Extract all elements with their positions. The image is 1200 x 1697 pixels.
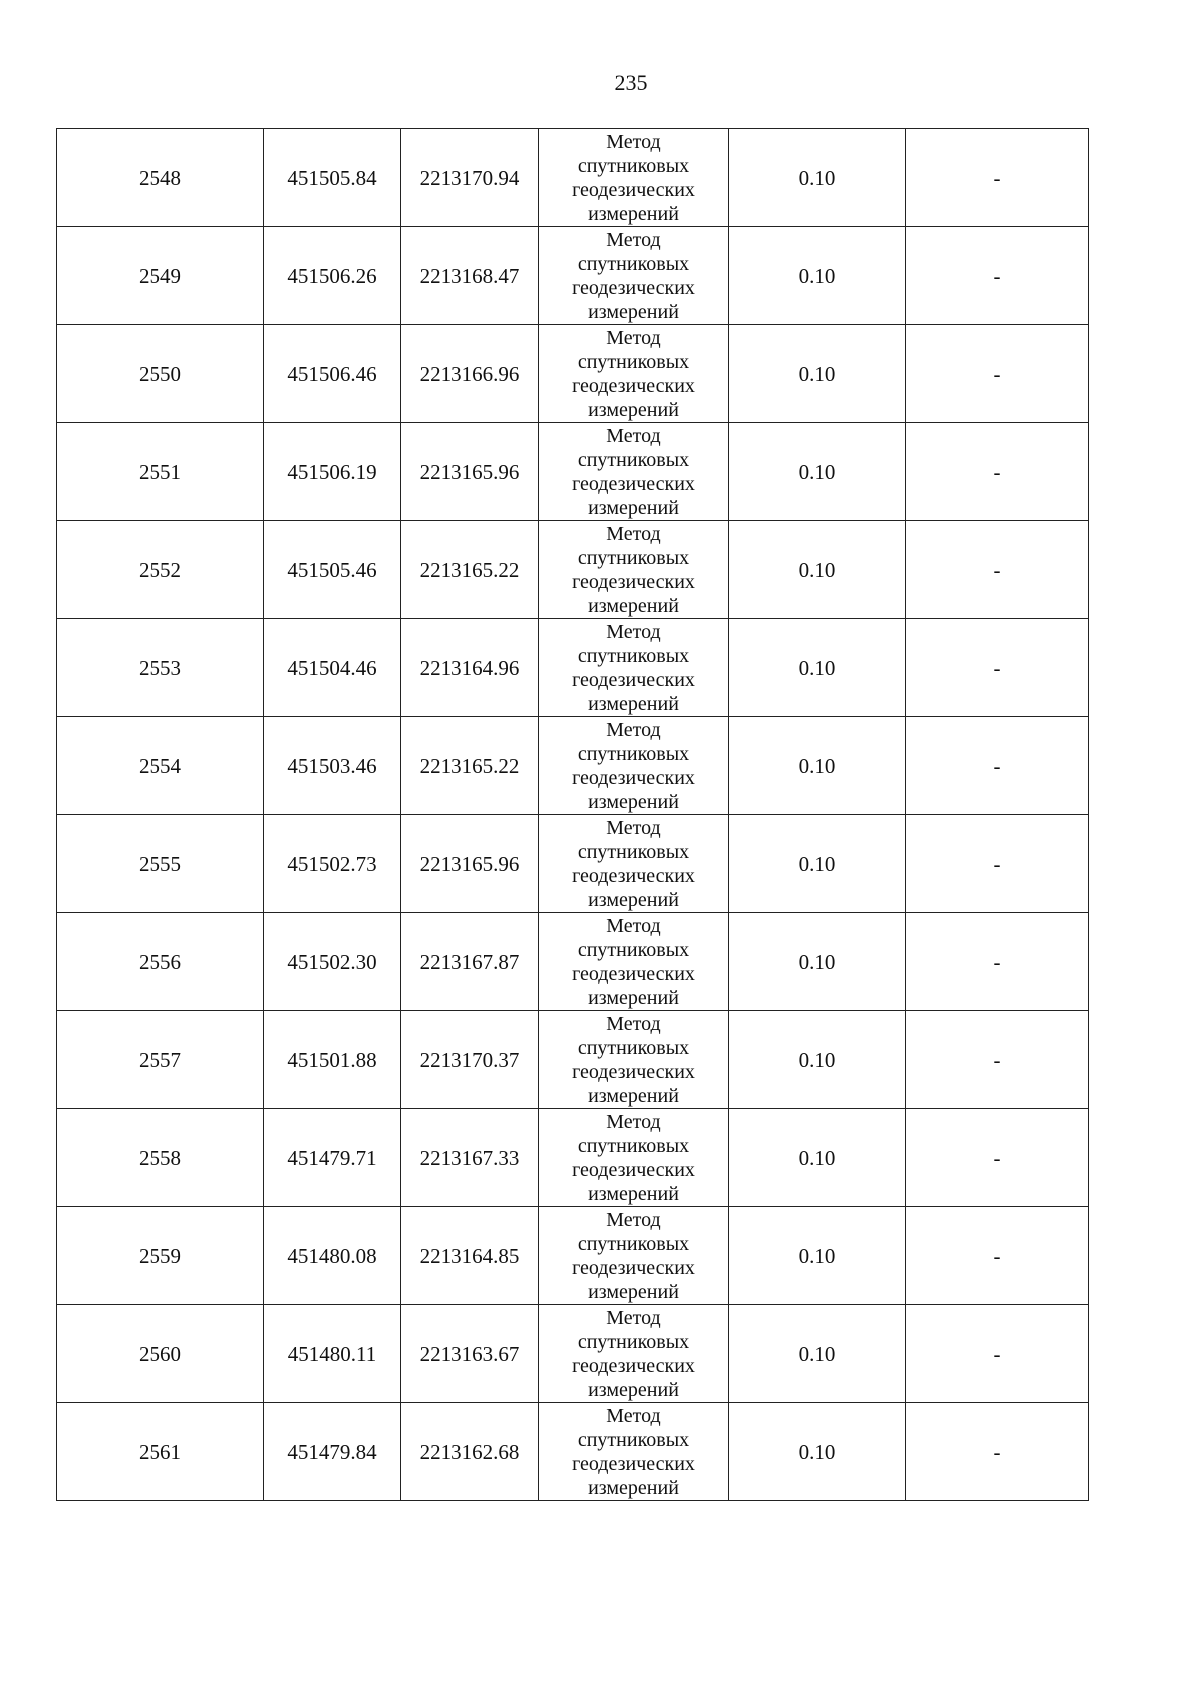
table-body (57, 129, 1089, 1501)
point-id-cell: 2548 (57, 129, 264, 227)
table-row (57, 1305, 1089, 1403)
method-line: Метод (606, 326, 661, 349)
method-cell (539, 1011, 729, 1109)
method-cell (539, 423, 729, 521)
method-line: геодезических (572, 1452, 695, 1475)
note-cell: - (906, 913, 1089, 1011)
method-cell (539, 1305, 729, 1403)
method-line: Метод (606, 1404, 661, 1427)
coordinates-table (56, 128, 1089, 1501)
x-coordinate-cell: 451506.46 (264, 325, 401, 423)
note-cell: - (906, 1011, 1089, 1109)
accuracy-cell: 0.10 (729, 1207, 906, 1305)
method-line: геодезических (572, 1354, 695, 1377)
accuracy-cell: 0.10 (729, 815, 906, 913)
note-cell: - (906, 129, 1089, 227)
method-line: спутниковых (577, 1134, 690, 1157)
accuracy-cell: 0.10 (729, 325, 906, 423)
y-coordinate-cell: 2213162.68 (401, 1403, 539, 1501)
x-coordinate-cell: 451505.46 (264, 521, 401, 619)
method-line: измерений (588, 1280, 679, 1303)
method-line: геодезических (572, 1256, 695, 1279)
note-cell: - (906, 717, 1089, 815)
point-id-cell: 2552 (57, 521, 264, 619)
table-row (57, 619, 1089, 717)
y-coordinate-cell: 2213164.85 (401, 1207, 539, 1305)
method-line: измерений (588, 790, 679, 813)
method-line: геодезических (572, 1060, 695, 1083)
method-line: спутниковых (577, 546, 690, 569)
table-row (57, 1109, 1089, 1207)
x-coordinate-cell: 451480.08 (264, 1207, 401, 1305)
note-cell: - (906, 1305, 1089, 1403)
method-line: спутниковых (577, 1036, 690, 1059)
y-coordinate-cell: 2213165.96 (401, 423, 539, 521)
y-coordinate-cell: 2213164.96 (401, 619, 539, 717)
point-id-cell: 2559 (57, 1207, 264, 1305)
method-cell (539, 521, 729, 619)
x-coordinate-cell: 451479.71 (264, 1109, 401, 1207)
accuracy-cell: 0.10 (729, 913, 906, 1011)
note-cell: - (906, 1207, 1089, 1305)
method-line: Метод (606, 914, 661, 937)
method-line: Метод (606, 424, 661, 447)
table-row (57, 913, 1089, 1011)
method-line: спутниковых (577, 448, 690, 471)
method-line: измерений (588, 594, 679, 617)
point-id-cell: 2560 (57, 1305, 264, 1403)
note-cell: - (906, 815, 1089, 913)
accuracy-cell: 0.10 (729, 129, 906, 227)
note-cell: - (906, 521, 1089, 619)
method-line: измерений (588, 300, 679, 323)
method-cell (539, 1109, 729, 1207)
method-line: спутниковых (577, 742, 690, 765)
method-line: геодезических (572, 962, 695, 985)
note-cell: - (906, 325, 1089, 423)
point-id-cell: 2558 (57, 1109, 264, 1207)
x-coordinate-cell: 451504.46 (264, 619, 401, 717)
method-line: геодезических (572, 570, 695, 593)
point-id-cell: 2556 (57, 913, 264, 1011)
method-line: Метод (606, 816, 661, 839)
table-row (57, 325, 1089, 423)
method-line: спутниковых (577, 1232, 690, 1255)
x-coordinate-cell: 451501.88 (264, 1011, 401, 1109)
method-line: измерений (588, 1182, 679, 1205)
note-cell: - (906, 1403, 1089, 1501)
method-line: геодезических (572, 1158, 695, 1181)
accuracy-cell: 0.10 (729, 1403, 906, 1501)
accuracy-cell: 0.10 (729, 521, 906, 619)
method-line: спутниковых (577, 252, 690, 275)
page-number: 235 (614, 70, 648, 95)
accuracy-cell: 0.10 (729, 619, 906, 717)
method-line: измерений (588, 888, 679, 911)
x-coordinate-cell: 451480.11 (264, 1305, 401, 1403)
method-cell (539, 129, 729, 227)
point-id-cell: 2551 (57, 423, 264, 521)
method-line: Метод (606, 1012, 661, 1035)
table-row (57, 815, 1089, 913)
y-coordinate-cell: 2213165.96 (401, 815, 539, 913)
method-line: геодезических (572, 374, 695, 397)
method-line: Метод (606, 620, 661, 643)
method-line: Метод (606, 718, 661, 741)
method-line: спутниковых (577, 350, 690, 373)
method-line: измерений (588, 1476, 679, 1499)
table-row (57, 521, 1089, 619)
table-row (57, 1403, 1089, 1501)
table-row (57, 129, 1089, 227)
table-row (57, 423, 1089, 521)
method-line: геодезических (572, 178, 695, 201)
note-cell: - (906, 227, 1089, 325)
method-line: спутниковых (577, 938, 690, 961)
point-id-cell: 2554 (57, 717, 264, 815)
method-line: измерений (588, 986, 679, 1009)
point-id-cell: 2549 (57, 227, 264, 325)
accuracy-cell: 0.10 (729, 1109, 906, 1207)
point-id-cell: 2561 (57, 1403, 264, 1501)
method-line: геодезических (572, 276, 695, 299)
method-line: измерений (588, 1084, 679, 1107)
accuracy-cell: 0.10 (729, 423, 906, 521)
point-id-cell: 2557 (57, 1011, 264, 1109)
point-id-cell: 2553 (57, 619, 264, 717)
method-line: измерений (588, 496, 679, 519)
y-coordinate-cell: 2213166.96 (401, 325, 539, 423)
x-coordinate-cell: 451506.26 (264, 227, 401, 325)
method-line: измерений (588, 1378, 679, 1401)
method-line: геодезических (572, 668, 695, 691)
method-line: спутниковых (577, 644, 690, 667)
method-line: Метод (606, 228, 661, 251)
table-row (57, 1207, 1089, 1305)
y-coordinate-cell: 2213170.37 (401, 1011, 539, 1109)
y-coordinate-cell: 2213168.47 (401, 227, 539, 325)
method-cell (539, 1207, 729, 1305)
note-cell: - (906, 619, 1089, 717)
y-coordinate-cell: 2213163.67 (401, 1305, 539, 1403)
method-line: измерений (588, 692, 679, 715)
method-line: геодезических (572, 864, 695, 887)
table-row (57, 227, 1089, 325)
method-line: геодезических (572, 766, 695, 789)
accuracy-cell: 0.10 (729, 1305, 906, 1403)
method-line: спутниковых (577, 840, 690, 863)
x-coordinate-cell: 451506.19 (264, 423, 401, 521)
point-id-cell: 2555 (57, 815, 264, 913)
method-line: Метод (606, 130, 661, 153)
point-id-cell: 2550 (57, 325, 264, 423)
method-line: спутниковых (577, 1330, 690, 1353)
y-coordinate-cell: 2213165.22 (401, 717, 539, 815)
note-cell: - (906, 423, 1089, 521)
method-cell (539, 717, 729, 815)
y-coordinate-cell: 2213170.94 (401, 129, 539, 227)
method-line: спутниковых (577, 154, 690, 177)
method-cell (539, 325, 729, 423)
method-line: геодезических (572, 472, 695, 495)
method-cell (539, 815, 729, 913)
note-cell: - (906, 1109, 1089, 1207)
method-cell (539, 913, 729, 1011)
y-coordinate-cell: 2213167.33 (401, 1109, 539, 1207)
y-coordinate-cell: 2213167.87 (401, 913, 539, 1011)
x-coordinate-cell: 451505.84 (264, 129, 401, 227)
method-line: Метод (606, 522, 661, 545)
method-line: измерений (588, 202, 679, 225)
accuracy-cell: 0.10 (729, 227, 906, 325)
table-row (57, 717, 1089, 815)
x-coordinate-cell: 451503.46 (264, 717, 401, 815)
method-cell (539, 227, 729, 325)
x-coordinate-cell: 451479.84 (264, 1403, 401, 1501)
accuracy-cell: 0.10 (729, 1011, 906, 1109)
table-row (57, 1011, 1089, 1109)
method-line: Метод (606, 1208, 661, 1231)
x-coordinate-cell: 451502.73 (264, 815, 401, 913)
method-line: Метод (606, 1110, 661, 1133)
y-coordinate-cell: 2213165.22 (401, 521, 539, 619)
method-line: измерений (588, 398, 679, 421)
method-line: Метод (606, 1306, 661, 1329)
method-line: спутниковых (577, 1428, 690, 1451)
accuracy-cell: 0.10 (729, 717, 906, 815)
x-coordinate-cell: 451502.30 (264, 913, 401, 1011)
method-cell (539, 619, 729, 717)
method-cell (539, 1403, 729, 1501)
